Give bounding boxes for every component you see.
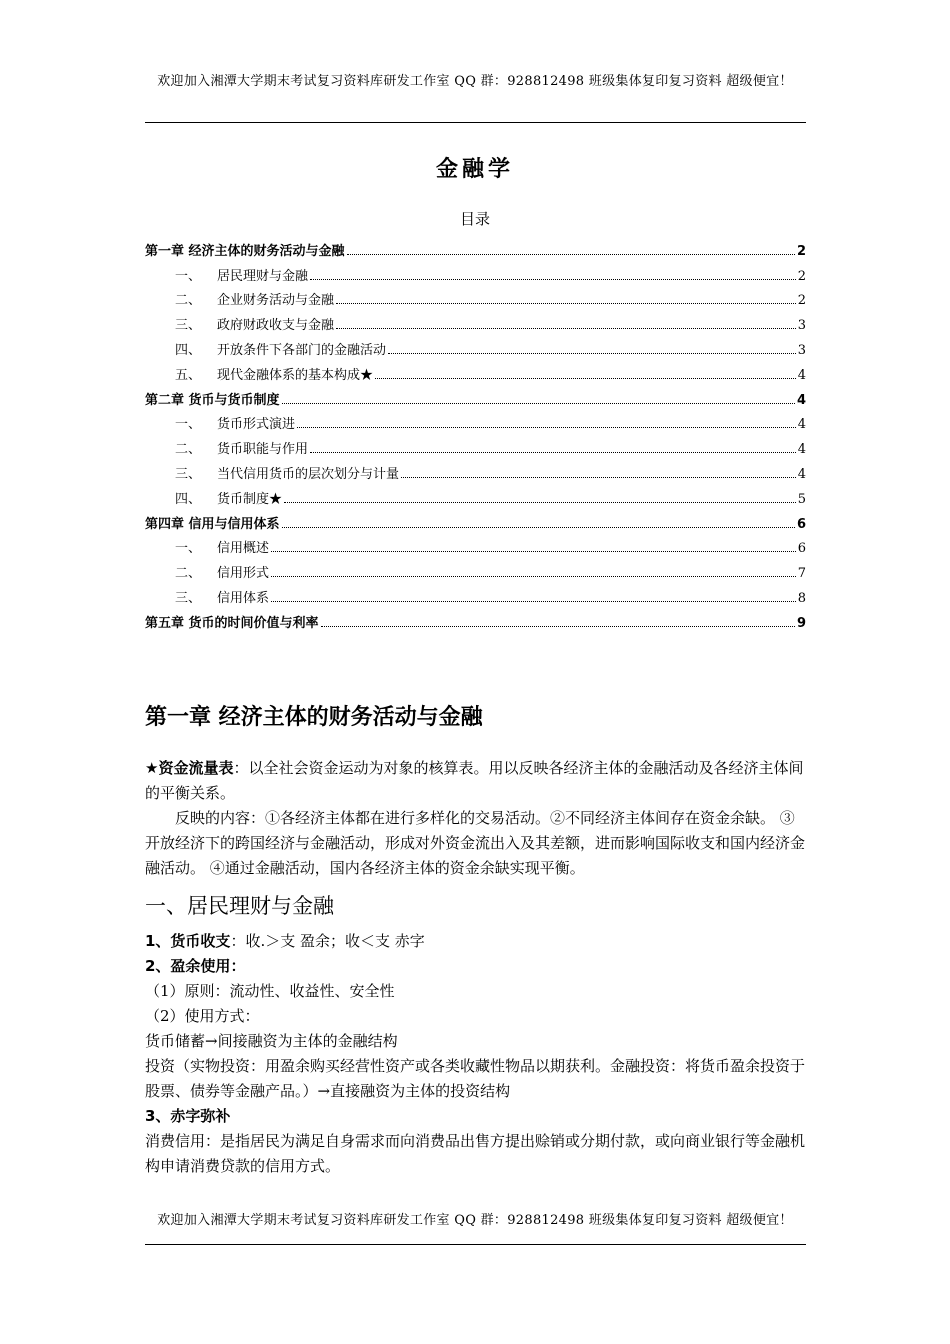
toc-dot-leader: [284, 502, 796, 503]
toc-page-number: 4: [796, 392, 806, 408]
toc-entry-label: 企业财务活动与金融: [217, 293, 335, 309]
item2-principle: （1）原则：流动性、收益性、安全性: [145, 982, 395, 1000]
toc-page-number: 5: [797, 491, 806, 507]
toc-entry-label: 政府财政收支与金融: [217, 318, 335, 334]
toc-dot-leader: [282, 527, 795, 528]
toc-title: 目录: [459, 210, 490, 228]
table-of-contents: [145, 234, 806, 631]
toc-entry-label: 第四章 信用与信用体系: [145, 516, 280, 532]
toc-dot-leader: [401, 477, 796, 478]
toc-dot-leader: [271, 576, 796, 577]
toc-section-entry[interactable]: [145, 556, 806, 581]
toc-page-number: 8: [797, 590, 806, 606]
toc-page-number: 2: [797, 293, 806, 309]
toc-entry-label: 货币形式演进: [217, 417, 296, 433]
flow-table-term: ★资金流量表: [145, 759, 234, 777]
section-heading: 一、居民理财与金融: [145, 894, 334, 918]
toc-section-entry[interactable]: [145, 581, 806, 606]
toc-section-entry[interactable]: [145, 408, 806, 433]
toc-section-entry[interactable]: [145, 333, 806, 358]
item2-investment: 投资（实物投资：用盈余购买经营性资产或各类收藏性物品以期获利。金融投资：将货币盈余投资于股票、债券等金融产品。）→直接融资为主体的投资结构: [145, 1057, 806, 1100]
toc-section-entry[interactable]: [145, 358, 806, 383]
toc-entry-label: 现代金融体系的基本构成★: [217, 367, 374, 383]
flow-table-paragraph: [145, 756, 806, 881]
toc-entry-label: 第五章 货币的时间价值与利率: [145, 615, 319, 631]
toc-chapter-entry[interactable]: [145, 606, 806, 631]
toc-page-number: 9: [796, 615, 806, 631]
toc-entry-number: 三、: [175, 590, 202, 606]
toc-entry-number: 三、: [175, 466, 202, 482]
toc-page-number: 2: [797, 268, 806, 284]
item3-label: 3、赤字弥补: [145, 1107, 231, 1125]
toc-page-number: 4: [797, 466, 806, 482]
toc-entry-number: 二、: [175, 566, 202, 582]
toc-entry-label: 居民理财与金融: [217, 268, 309, 284]
toc-entry-number: 一、: [175, 417, 202, 433]
chapter-heading: 第一章 经济主体的财务活动与金融: [145, 705, 483, 730]
toc-page-number: 3: [797, 318, 806, 334]
toc-dot-leader: [271, 601, 796, 602]
toc-entry-number: 三、: [175, 318, 202, 334]
toc-dot-leader: [388, 353, 796, 354]
toc-entry-number: 二、: [175, 293, 202, 309]
toc-dot-leader: [336, 303, 796, 304]
toc-entry-label: 开放条件下各部门的金融活动: [217, 342, 387, 358]
toc-page-number: 6: [797, 541, 806, 557]
toc-section-entry[interactable]: [145, 482, 806, 507]
toc-dot-leader: [310, 279, 796, 280]
item2-savings: 货币储蓄→间接融资为主体的金融结构: [145, 1032, 398, 1050]
toc-entry-number: 五、: [175, 367, 202, 383]
toc-dot-leader: [297, 427, 796, 428]
toc-entry-number: 四、: [175, 342, 202, 358]
toc-chapter-entry[interactable]: [145, 383, 806, 408]
page-header-banner: 欢迎加入湘潭大学期末考试复习资料库研发工作室 QQ 群：928812498 班级集体复印复习资料 超级便宜！: [157, 74, 793, 89]
toc-dot-leader: [375, 378, 796, 379]
toc-section-entry[interactable]: [145, 457, 806, 482]
toc-section-entry[interactable]: [145, 308, 806, 333]
flow-table-content: 反映的内容：①各经济主体都在进行多样化的交易活动。②不同经济主体间存在资金余缺。 ③开放经济下的跨国经济与金融活动，形成对外资金流出入及其差额，进而影响国际收支和国内经济金融活动。 ④通过金融活动，国内各经济主体的资金余缺实现平衡。: [145, 809, 806, 877]
toc-dot-leader: [310, 452, 796, 453]
flow-table-definition: ：以全社会资金运动为对象的核算表。用以反映各经济主体的金融活动及各经济主体间的平衡关系。: [145, 759, 804, 802]
toc-dot-leader: [336, 328, 796, 329]
toc-page-number: 7: [797, 566, 806, 582]
toc-dot-leader: [271, 551, 796, 552]
toc-dot-leader: [321, 626, 795, 627]
item1-label: 1、货币收支: [145, 932, 231, 950]
header-divider: [145, 122, 806, 123]
toc-entry-label: 第一章 经济主体的财务活动与金融: [145, 243, 345, 259]
toc-entry-label: 第二章 货币与货币制度: [145, 392, 280, 408]
toc-dot-leader: [282, 403, 795, 404]
toc-page-number: 4: [797, 417, 806, 433]
toc-page-number: 4: [797, 442, 806, 458]
toc-page-number: 3: [797, 342, 806, 358]
toc-dot-leader: [347, 254, 795, 255]
document-title: 金融学: [435, 156, 514, 182]
toc-entry-label: 信用体系: [217, 590, 270, 606]
toc-entry-number: 二、: [175, 442, 202, 458]
toc-entry-number: 四、: [175, 491, 202, 507]
toc-page-number: 6: [796, 516, 806, 532]
item1-text: ：收.＞支 盈余；收＜支 赤字: [230, 932, 425, 950]
toc-entry-number: 一、: [175, 268, 202, 284]
section-body: [145, 929, 806, 1179]
toc-entry-label: 当代信用货币的层次划分与计量: [217, 466, 400, 482]
toc-entry-label: 信用概述: [217, 541, 270, 557]
toc-entry-label: 信用形式: [217, 566, 270, 582]
toc-section-entry[interactable]: [145, 259, 806, 284]
toc-section-entry[interactable]: [145, 532, 806, 557]
item2-method: （2）使用方式：: [145, 1007, 260, 1025]
toc-page-number: 2: [796, 243, 806, 259]
page-footer-banner: 欢迎加入湘潭大学期末考试复习资料库研发工作室 QQ 群：928812498 班级集体复印复习资料 超级便宜！: [157, 1213, 793, 1228]
item3-text: 消费信用：是指居民为满足自身需求而向消费品出售方提出赊销或分期付款，或向商业银行等金融机构申请消费贷款的信用方式。: [145, 1132, 806, 1175]
footer-divider: [145, 1244, 806, 1245]
toc-chapter-entry[interactable]: [145, 234, 806, 259]
toc-entry-label: 货币职能与作用: [217, 442, 309, 458]
toc-section-entry[interactable]: [145, 284, 806, 309]
item2-label: 2、盈余使用：: [145, 957, 246, 975]
toc-entry-number: 一、: [175, 541, 202, 557]
toc-entry-label: 货币制度★: [217, 491, 283, 507]
toc-section-entry[interactable]: [145, 432, 806, 457]
toc-page-number: 4: [797, 367, 806, 383]
toc-chapter-entry[interactable]: [145, 507, 806, 532]
